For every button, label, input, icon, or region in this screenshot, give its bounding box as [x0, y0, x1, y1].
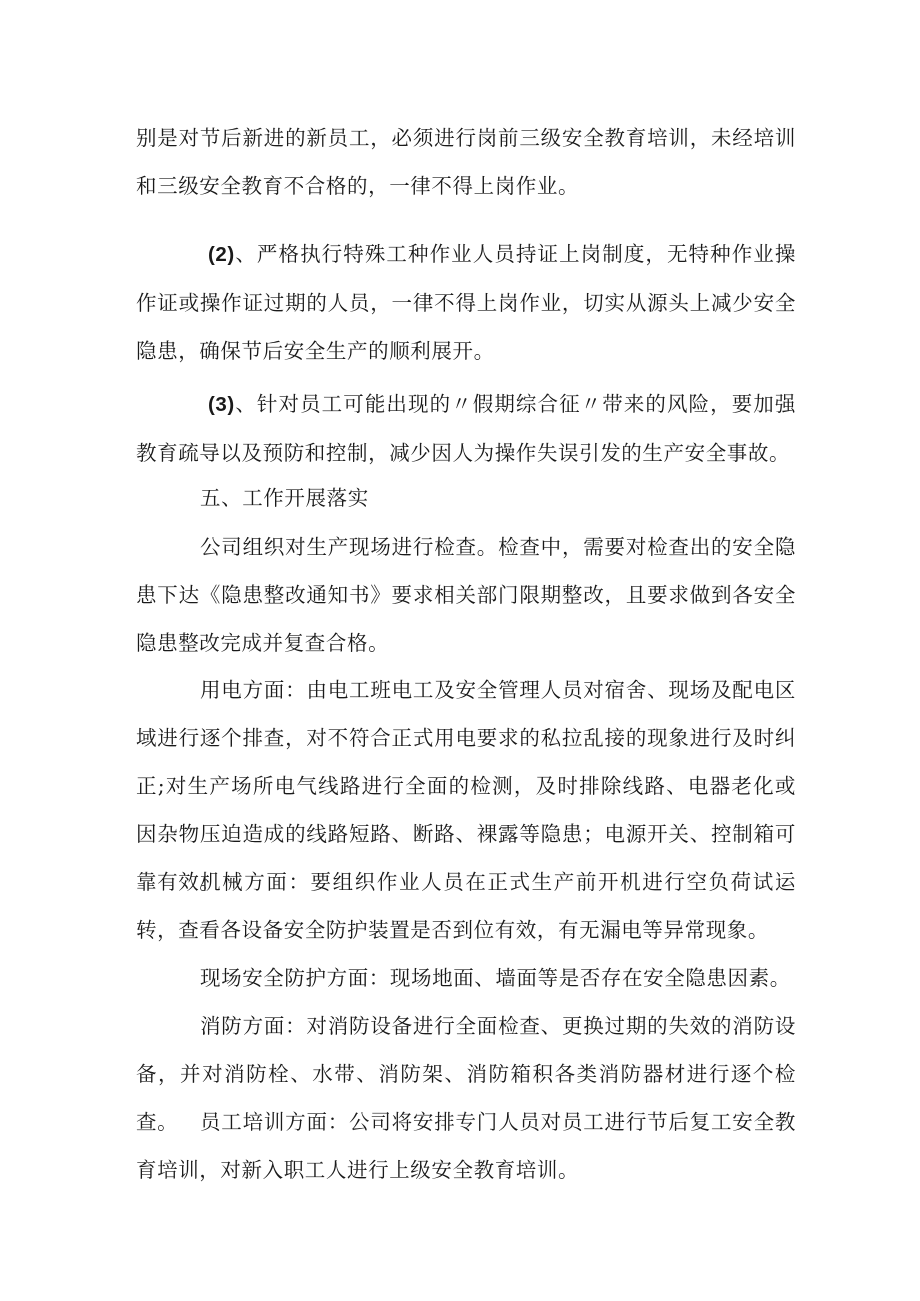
paragraph-10-text: 员工培训方面：公司将安排专门人员对员工进行节后复工安全教育培训，对新入职工人进行上级安全教育培训。 [136, 1110, 796, 1182]
paragraph-1-text: 别是对节后新进的新员工，必须进行岗前三级安全教育培训，未经培训和三级安全教育不合格的，一律不得上岗作业。 [136, 126, 796, 198]
paragraph-3-number: (3) [208, 393, 235, 416]
paragraph-8-text: 现场安全防护方面：现场地面、墙面等是否存在安全隐患因素。 [200, 966, 791, 990]
paragraph-2-number: (2) [208, 243, 235, 266]
section-heading-text: 五、工作开展落实 [200, 486, 369, 510]
paragraph-7-text: 机械方面：要组织作业人员在正式生产前开机进行空负荷试运转，查看各设备安全防护装置是否到位有效，有无漏电等异常现象。 [136, 870, 796, 942]
paragraph-2 [136, 230, 796, 375]
paragraph-1 [136, 114, 796, 210]
paragraph-5 [136, 523, 796, 667]
paragraph-9-text: 消防方面：对消防设备进行全面检查、更换过期的失效的消防设备，并对消防栓、水带、消防架、消防箱积各类消防器材进行逐个检查。 [136, 1014, 796, 1134]
paragraph-7 [136, 858, 796, 954]
paragraph-2-text: 、严格执行特殊工种作业人员持证上岗制度，无特种作业操作证或操作证过期的人员，一律不得上岗作业，切实从源头上减少安全隐患，确保节后安全生产的顺利展开。 [136, 242, 796, 363]
section-heading [136, 474, 796, 522]
paragraph-10 [136, 1098, 796, 1194]
paragraph-6-text: 用电方面：由电工班电工及安全管理人员对宿舍、现场及配电区域进行逐个排查，对不符合正式用电要求的私拉乱接的现象进行及时纠正;对生产场所电气线路进行全面的检测，及时排除线路、电器老化或因杂物压迫造成的线路短路、断路、裸露等隐患；电源开关、控制箱可靠有效。 [136, 678, 796, 894]
paragraph-3-text: 、针对员工可能出现的〃假期综合征〃带来的风险，要加强教育疏导以及预防和控制，减少因人为操作失误引发的生产安全事故。 [136, 392, 796, 465]
paragraph-3 [136, 380, 796, 477]
paragraph-8 [136, 954, 796, 1002]
paragraph-5-text: 公司组织对生产现场进行检查。检查中，需要对检查出的安全隐患下达《隐患整改通知书》要求相关部门限期整改，且要求做到各安全隐患整改完成并复查合格。 [136, 535, 796, 655]
